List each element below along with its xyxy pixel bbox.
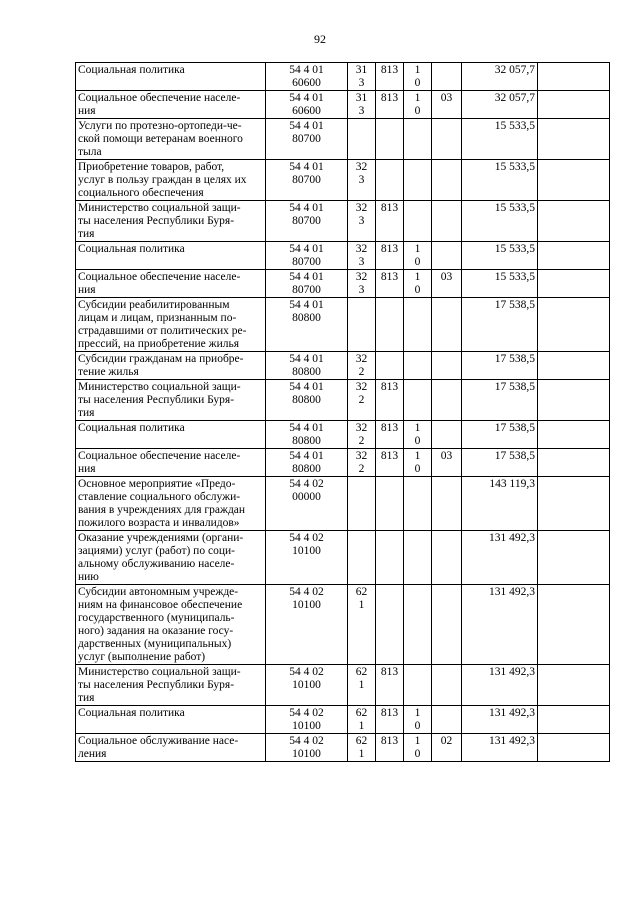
extra-cell — [538, 585, 610, 665]
vr-line: 1 — [358, 720, 365, 732]
vr-cell — [348, 421, 376, 449]
extra-cell — [538, 63, 610, 91]
table-row — [76, 119, 610, 160]
extra-cell — [538, 421, 610, 449]
extra-cell — [538, 270, 610, 298]
rz-line: 1 — [414, 271, 421, 283]
name-cell — [76, 531, 266, 585]
name-line: пожилого возраста и инвалидов» — [78, 517, 240, 529]
rz-cell — [404, 449, 432, 477]
table-row — [76, 585, 610, 665]
name-line: социального обеспечения — [78, 187, 204, 199]
csr-cell — [266, 242, 348, 270]
sum-cell: 17 538,5 — [462, 352, 538, 380]
sum-cell: 17 538,5 — [462, 298, 538, 352]
vr-line: 32 — [355, 243, 368, 255]
name-line: Услуги по протезно-ортопеди-че- — [78, 120, 242, 132]
name-cell — [76, 298, 266, 352]
csr-line: 54 4 01 — [289, 243, 324, 255]
vr-cell — [348, 119, 376, 160]
rz-line: 1 — [414, 707, 421, 719]
name-line: Основное мероприятие «Предо- — [78, 478, 236, 490]
pr-cell — [432, 242, 462, 270]
name-line: Социальное обслуживание насе- — [78, 735, 239, 747]
table-row — [76, 352, 610, 380]
csr-line: 54 4 02 — [289, 532, 324, 544]
csr-cell — [266, 201, 348, 242]
csr-line: 54 4 01 — [289, 92, 324, 104]
extra-cell — [538, 160, 610, 201]
extra-cell — [538, 91, 610, 119]
name-cell — [76, 477, 266, 531]
extra-cell — [538, 380, 610, 421]
rz-line: 1 — [414, 735, 421, 747]
name-line: Социальная политика — [78, 243, 185, 255]
pr-cell — [432, 421, 462, 449]
rz-line: 0 — [414, 720, 421, 732]
csr-line: 54 4 01 — [289, 422, 324, 434]
name-line: услуг (выполнение работ) — [78, 651, 206, 663]
name-cell — [76, 201, 266, 242]
extra-cell — [538, 531, 610, 585]
table-row — [76, 201, 610, 242]
grbs-cell: 813 — [376, 270, 404, 298]
csr-line: 54 4 01 — [289, 353, 324, 365]
grbs-cell — [376, 352, 404, 380]
rz-cell — [404, 477, 432, 531]
name-line: лицам и лицам, признанным по- — [78, 312, 237, 324]
csr-cell — [266, 734, 348, 762]
name-line: ления — [78, 748, 107, 760]
csr-line: 54 4 02 — [289, 735, 324, 747]
name-line: Социальная политика — [78, 64, 185, 76]
csr-cell — [266, 270, 348, 298]
grbs-cell — [376, 477, 404, 531]
name-line: Оказание учреждениями (органи- — [78, 532, 244, 544]
name-line: ты населения Республики Буря- — [78, 679, 235, 691]
name-line: Министерство социальной защи- — [78, 381, 241, 393]
extra-cell — [538, 352, 610, 380]
vr-cell — [348, 665, 376, 706]
name-cell — [76, 270, 266, 298]
rz-cell — [404, 298, 432, 352]
extra-cell — [538, 242, 610, 270]
rz-line: 0 — [414, 284, 421, 296]
sum-cell: 15 533,5 — [462, 242, 538, 270]
csr-line: 80800 — [292, 435, 321, 447]
name-line: тия — [78, 407, 95, 419]
sum-cell: 131 492,3 — [462, 734, 538, 762]
vr-cell — [348, 63, 376, 91]
sum-cell: 32 057,7 — [462, 91, 538, 119]
csr-cell — [266, 298, 348, 352]
name-line: ты населения Республики Буря- — [78, 215, 235, 227]
name-line: прессий, на приобретение жилья — [78, 338, 239, 350]
csr-line: 10100 — [292, 679, 321, 691]
rz-cell — [404, 201, 432, 242]
vr-cell — [348, 160, 376, 201]
vr-line: 31 — [355, 92, 368, 104]
vr-line: 31 — [355, 64, 368, 76]
sum-cell: 131 492,3 — [462, 706, 538, 734]
vr-cell — [348, 380, 376, 421]
vr-line: 2 — [358, 366, 365, 378]
name-line: Министерство социальной защи- — [78, 202, 241, 214]
name-line: Субсидии автономным учрежде- — [78, 586, 239, 598]
rz-cell — [404, 160, 432, 201]
vr-line: 3 — [358, 215, 365, 227]
csr-line: 80800 — [292, 312, 321, 324]
rz-cell — [404, 421, 432, 449]
sum-cell: 17 538,5 — [462, 380, 538, 421]
name-line: Социальное обеспечение населе- — [78, 450, 241, 462]
vr-line: 2 — [358, 463, 365, 475]
grbs-cell — [376, 298, 404, 352]
csr-cell — [266, 665, 348, 706]
name-cell — [76, 585, 266, 665]
grbs-cell — [376, 119, 404, 160]
vr-line: 32 — [355, 450, 368, 462]
name-line: услуг в пользу граждан в целях их — [78, 174, 247, 186]
vr-line: 1 — [358, 599, 365, 611]
vr-line: 1 — [358, 748, 365, 760]
csr-line: 80700 — [292, 174, 321, 186]
csr-cell — [266, 91, 348, 119]
csr-line: 60600 — [292, 77, 321, 89]
vr-line: 62 — [355, 586, 368, 598]
vr-cell — [348, 242, 376, 270]
grbs-cell: 813 — [376, 242, 404, 270]
csr-line: 54 4 01 — [289, 271, 324, 283]
vr-line: 32 — [355, 202, 368, 214]
rz-cell — [404, 63, 432, 91]
rz-line: 0 — [414, 77, 421, 89]
vr-cell — [348, 449, 376, 477]
grbs-cell: 813 — [376, 91, 404, 119]
name-line: государственного (муниципаль- — [78, 612, 235, 624]
csr-line: 54 4 01 — [289, 299, 324, 311]
extra-cell — [538, 119, 610, 160]
csr-cell — [266, 380, 348, 421]
csr-line: 54 4 01 — [289, 161, 324, 173]
vr-cell — [348, 352, 376, 380]
name-line: Социальная политика — [78, 422, 185, 434]
csr-line: 10100 — [292, 545, 321, 557]
vr-line: 62 — [355, 707, 368, 719]
table-row — [76, 706, 610, 734]
table-row — [76, 449, 610, 477]
pr-cell — [432, 352, 462, 380]
table-row — [76, 734, 610, 762]
name-line: зациями) услуг (работ) по соци- — [78, 545, 235, 557]
csr-line: 54 4 01 — [289, 202, 324, 214]
name-line: Приобретение товаров, работ, — [78, 161, 225, 173]
name-line: Министерство социальной защи- — [78, 666, 241, 678]
vr-line: 62 — [355, 735, 368, 747]
table-row — [76, 160, 610, 201]
sum-cell: 17 538,5 — [462, 421, 538, 449]
extra-cell — [538, 706, 610, 734]
grbs-cell: 813 — [376, 449, 404, 477]
csr-line: 10100 — [292, 748, 321, 760]
sum-cell: 131 492,3 — [462, 585, 538, 665]
grbs-cell: 813 — [376, 201, 404, 242]
vr-line: 62 — [355, 666, 368, 678]
rz-cell — [404, 380, 432, 421]
sum-cell: 15 533,5 — [462, 160, 538, 201]
pr-cell — [432, 160, 462, 201]
extra-cell — [538, 298, 610, 352]
vr-cell — [348, 270, 376, 298]
pr-cell — [432, 63, 462, 91]
pr-cell — [432, 477, 462, 531]
table-row — [76, 531, 610, 585]
vr-line: 32 — [355, 161, 368, 173]
rz-cell — [404, 242, 432, 270]
extra-cell — [538, 449, 610, 477]
rz-line: 0 — [414, 435, 421, 447]
pr-cell — [432, 706, 462, 734]
extra-cell — [538, 201, 610, 242]
grbs-cell — [376, 585, 404, 665]
rz-cell — [404, 585, 432, 665]
csr-cell — [266, 706, 348, 734]
rz-line: 1 — [414, 243, 421, 255]
sum-cell: 15 533,5 — [462, 119, 538, 160]
vr-line: 32 — [355, 271, 368, 283]
csr-line: 54 4 02 — [289, 478, 324, 490]
pr-cell — [432, 201, 462, 242]
name-cell — [76, 706, 266, 734]
pr-cell — [432, 119, 462, 160]
rz-cell — [404, 531, 432, 585]
rz-cell — [404, 665, 432, 706]
csr-cell — [266, 585, 348, 665]
csr-cell — [266, 531, 348, 585]
csr-cell — [266, 477, 348, 531]
rz-line: 0 — [414, 748, 421, 760]
vr-cell — [348, 201, 376, 242]
csr-line: 10100 — [292, 599, 321, 611]
vr-cell — [348, 531, 376, 585]
vr-cell — [348, 298, 376, 352]
name-line: Социальная политика — [78, 707, 185, 719]
name-line: тение жилья — [78, 366, 139, 378]
name-line: страдавшими от политических ре- — [78, 325, 247, 337]
grbs-cell: 813 — [376, 380, 404, 421]
name-line: Субсидии реабилитированным — [78, 299, 230, 311]
csr-line: 80800 — [292, 463, 321, 475]
table-row — [76, 665, 610, 706]
rz-line: 1 — [414, 64, 421, 76]
rz-cell — [404, 270, 432, 298]
vr-line: 3 — [358, 105, 365, 117]
vr-line: 32 — [355, 422, 368, 434]
name-line: ния — [78, 105, 96, 117]
table-row — [76, 421, 610, 449]
extra-cell — [538, 477, 610, 531]
csr-line: 10100 — [292, 720, 321, 732]
vr-line: 2 — [358, 394, 365, 406]
name-line: Социальное обеспечение населе- — [78, 92, 241, 104]
table-row — [76, 270, 610, 298]
grbs-cell: 813 — [376, 63, 404, 91]
table-row — [76, 477, 610, 531]
name-line: тия — [78, 228, 95, 240]
csr-cell — [266, 421, 348, 449]
pr-cell: 03 — [432, 449, 462, 477]
name-line: ния — [78, 284, 96, 296]
name-line: тия — [78, 692, 95, 704]
table-row — [76, 242, 610, 270]
csr-cell — [266, 352, 348, 380]
extra-cell — [538, 665, 610, 706]
csr-line: 54 4 01 — [289, 450, 324, 462]
name-line: вания в учреждениях для граждан — [78, 504, 246, 516]
name-line: альному обслуживанию населе- — [78, 558, 235, 570]
sum-cell: 131 492,3 — [462, 531, 538, 585]
rz-line: 1 — [414, 422, 421, 434]
csr-line: 54 4 01 — [289, 64, 324, 76]
extra-cell — [538, 734, 610, 762]
rz-cell — [404, 352, 432, 380]
sum-cell: 32 057,7 — [462, 63, 538, 91]
table-row — [76, 63, 610, 91]
name-line: ты населения Республики Буря- — [78, 394, 235, 406]
vr-line: 3 — [358, 256, 365, 268]
csr-line: 80700 — [292, 133, 321, 145]
csr-line: 80700 — [292, 284, 321, 296]
csr-line: 80700 — [292, 256, 321, 268]
csr-cell — [266, 63, 348, 91]
name-cell — [76, 242, 266, 270]
vr-line: 1 — [358, 679, 365, 691]
name-cell — [76, 160, 266, 201]
vr-cell — [348, 585, 376, 665]
name-line: ниям на финансовое обеспечение — [78, 599, 243, 611]
rz-line: 0 — [414, 105, 421, 117]
name-cell — [76, 421, 266, 449]
sum-cell: 131 492,3 — [462, 665, 538, 706]
budget-table — [75, 62, 610, 762]
name-line: Субсидии гражданам на приобре- — [78, 353, 244, 365]
rz-cell — [404, 91, 432, 119]
csr-line: 54 4 01 — [289, 120, 324, 132]
grbs-cell: 813 — [376, 665, 404, 706]
name-line: тыла — [78, 146, 102, 158]
csr-line: 80800 — [292, 366, 321, 378]
sum-cell: 15 533,5 — [462, 270, 538, 298]
vr-line: 32 — [355, 381, 368, 393]
csr-line: 60600 — [292, 105, 321, 117]
name-cell — [76, 665, 266, 706]
vr-line: 3 — [358, 284, 365, 296]
csr-cell — [266, 160, 348, 201]
name-cell — [76, 352, 266, 380]
rz-cell — [404, 706, 432, 734]
grbs-cell: 813 — [376, 706, 404, 734]
pr-cell — [432, 380, 462, 421]
name-cell — [76, 449, 266, 477]
rz-line: 0 — [414, 463, 421, 475]
csr-line: 54 4 02 — [289, 666, 324, 678]
name-line: ской помощи ветеранам военного — [78, 133, 243, 145]
name-cell — [76, 119, 266, 160]
csr-line: 54 4 02 — [289, 586, 324, 598]
csr-line: 54 4 02 — [289, 707, 324, 719]
vr-line: 2 — [358, 435, 365, 447]
name-cell — [76, 734, 266, 762]
rz-line: 1 — [414, 450, 421, 462]
pr-cell: 03 — [432, 91, 462, 119]
sum-cell: 143 119,3 — [462, 477, 538, 531]
csr-line: 00000 — [292, 491, 321, 503]
vr-cell — [348, 734, 376, 762]
pr-cell — [432, 585, 462, 665]
rz-line: 1 — [414, 92, 421, 104]
sum-cell: 15 533,5 — [462, 201, 538, 242]
name-line: нию — [78, 571, 99, 583]
vr-cell — [348, 706, 376, 734]
rz-line: 0 — [414, 256, 421, 268]
name-line: дарственных (муниципальных) — [78, 638, 232, 650]
vr-cell — [348, 91, 376, 119]
name-cell — [76, 63, 266, 91]
csr-line: 80800 — [292, 394, 321, 406]
pr-cell: 02 — [432, 734, 462, 762]
vr-cell — [348, 477, 376, 531]
pr-cell — [432, 298, 462, 352]
pr-cell: 03 — [432, 270, 462, 298]
pr-cell — [432, 531, 462, 585]
name-line: Социальное обеспечение населе- — [78, 271, 241, 283]
vr-line: 3 — [358, 174, 365, 186]
csr-cell — [266, 449, 348, 477]
pr-cell — [432, 665, 462, 706]
csr-line: 54 4 01 — [289, 381, 324, 393]
name-cell — [76, 380, 266, 421]
grbs-cell — [376, 531, 404, 585]
name-line: ставление социального обслужи- — [78, 491, 241, 503]
grbs-cell — [376, 160, 404, 201]
name-line: ния — [78, 463, 96, 475]
vr-line: 3 — [358, 77, 365, 89]
sum-cell: 17 538,5 — [462, 449, 538, 477]
page-number: 92 — [314, 32, 326, 46]
vr-line: 32 — [355, 353, 368, 365]
rz-cell — [404, 734, 432, 762]
name-cell — [76, 91, 266, 119]
grbs-cell: 813 — [376, 734, 404, 762]
table-body — [76, 63, 610, 762]
name-line: ного) задания на оказание госу- — [78, 625, 234, 637]
csr-cell — [266, 119, 348, 160]
table-row — [76, 380, 610, 421]
grbs-cell: 813 — [376, 421, 404, 449]
rz-cell — [404, 119, 432, 160]
table-row — [76, 91, 610, 119]
table-row — [76, 298, 610, 352]
csr-line: 80700 — [292, 215, 321, 227]
